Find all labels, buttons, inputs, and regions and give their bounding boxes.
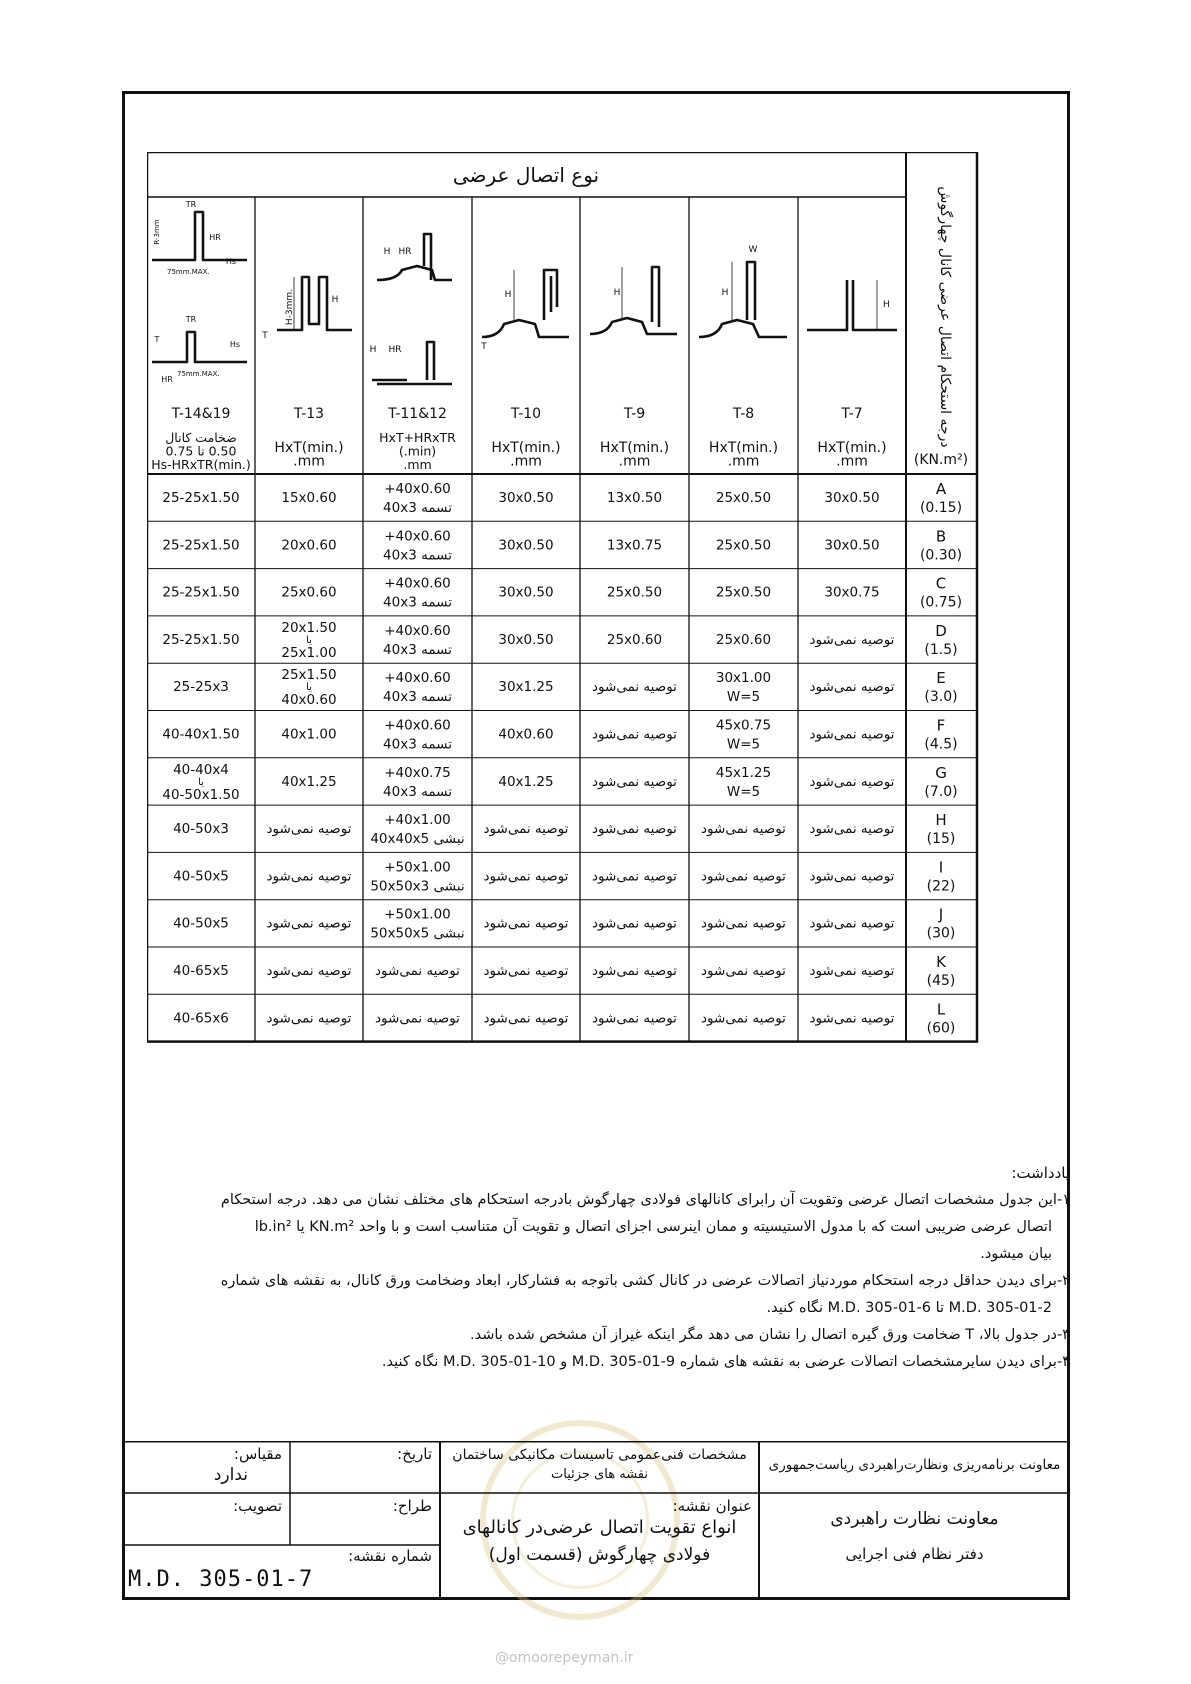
- sketch-label-hr: HR: [398, 247, 412, 257]
- sketch-t11-a: [377, 234, 452, 280]
- notes-section: [150, 1160, 1070, 1376]
- table-cell: 25x0.60: [606, 631, 663, 648]
- table-cell: 25-25x1.50: [162, 584, 240, 601]
- joint-table: [147, 152, 1047, 1132]
- note-line: ۱-این جدول مشخصات اتصال عرضی وتقویت آن رابرای کانالهای فولادی چهارگوش بادرجه استحکام های مختلف نشان می دهد. درجه استحکام: [220, 1192, 1070, 1208]
- table-cell: 40x0.60+: [384, 528, 451, 545]
- scale-value: ندارد: [213, 1465, 248, 1485]
- column-name-t-10: T-10: [510, 406, 542, 422]
- table-cell: 40-40x4: [173, 761, 229, 778]
- grade-letter: K: [936, 953, 946, 971]
- approval-label: تصویب:: [233, 1497, 282, 1515]
- table-cell: توصیه نمی‌شود: [266, 915, 352, 932]
- table-cell: 25x0.50: [715, 584, 772, 601]
- note-line: ۳-در جدول بالا، T ضخامت ورق گیره اتصال را نشان می دهد مگر اینکه غیراز آن مشخص شده باشد.: [470, 1327, 1070, 1343]
- sketch-label-w: W: [748, 245, 758, 255]
- column-name-t-14-19: T-14&19: [171, 406, 231, 422]
- column-header-text: HxT+HRxTR: [379, 430, 456, 445]
- sketch-t14-a: [152, 212, 247, 260]
- table-cell: 50x1.00+: [384, 859, 451, 876]
- table-cell: توصیه نمی‌شود: [266, 963, 352, 979]
- sketch-t9: [590, 267, 677, 334]
- column-header-text: HxT(min.): [274, 440, 344, 456]
- sketch-t10: [482, 270, 569, 337]
- org-line-1: معاونت برنامه‌ریزی ونظارت‌راهبردی ریاست‌جمهوری: [768, 1457, 1061, 1473]
- table-cell: 30x1.00: [715, 670, 772, 687]
- table-cell: توصیه نمی‌شود: [701, 963, 786, 979]
- sketch-label-h: H: [721, 288, 729, 298]
- sketch-label-tr: TR: [185, 315, 197, 324]
- grade-letter: G: [935, 763, 947, 782]
- table-cell: 40x1.25: [498, 773, 554, 790]
- table-cell: نبشی 40x40x5: [370, 831, 465, 848]
- table-cell: 40x0.60+: [384, 717, 451, 734]
- table-cell: یا: [306, 682, 312, 694]
- org-line-2: معاونت نظارت راهبردی: [830, 1509, 999, 1529]
- table-cell: توصیه نمی‌شود: [592, 868, 677, 885]
- table-cell: 15x0.60: [281, 490, 337, 506]
- table-cell: تسمه 40x3: [383, 500, 452, 516]
- table-cell: 40-65x5: [173, 963, 229, 979]
- grade-letter: C: [935, 574, 947, 593]
- designer-label: طراح:: [392, 1497, 432, 1515]
- sketch-label-tr: TR: [185, 200, 197, 209]
- table-cell: توصیه نمی‌شود: [483, 868, 569, 885]
- date-label: تاریخ:: [397, 1445, 432, 1463]
- sketch-label-h: H: [613, 288, 621, 298]
- table-cell: 25-25x3: [173, 679, 229, 696]
- watermark-text: @omoorepeyman.ir: [495, 1650, 634, 1666]
- table-cell: توصیه نمی‌شود: [701, 821, 786, 838]
- sketch-label-h: H: [883, 300, 890, 310]
- table-cell: توصیه نمی‌شود: [592, 679, 677, 696]
- table-cell: توصیه نمی‌شود: [266, 1010, 352, 1027]
- table-cell: تسمه 40x3: [383, 783, 452, 800]
- table-cell: 25x0.50: [715, 490, 772, 506]
- table-cell: 20x0.60: [281, 537, 337, 554]
- grade-value: (0.30): [919, 547, 963, 564]
- table-cell: 40-50x5: [173, 915, 229, 932]
- table-cell: توصیه نمی‌شود: [375, 1010, 460, 1027]
- note-line: M.D. 305-01-2 تا M.D. 305-01-6 نگاه کنید.: [766, 1300, 1052, 1316]
- table-cell: تسمه 40x3: [383, 736, 452, 753]
- table-cell: توصیه نمی‌شود: [592, 773, 677, 790]
- table-cell: توصیه نمی‌شود: [483, 821, 569, 838]
- table-cell: 20x1.50: [281, 619, 337, 636]
- table-cell: 13x0.50: [606, 490, 663, 506]
- grade-letter: L: [936, 1000, 946, 1019]
- grade-value: (0.75): [919, 594, 963, 611]
- scale-label: مقیاس:: [233, 1445, 282, 1463]
- sketch-label-hs: Hs: [225, 257, 237, 266]
- column-name-t-13: T-13: [293, 406, 325, 422]
- table-cell: 25x0.60: [715, 631, 772, 648]
- table-cell: 45x0.75: [715, 717, 772, 734]
- note-line: ۴-برای دیدن سایرمشخصات اتصالات عرضی به نقشه های شماره M.D. 305-01-9 و M.D. 305-01-10 نگاه کنید.: [381, 1354, 1070, 1370]
- sketch-label-h: H: [504, 290, 512, 300]
- column-header-text: (min.): [398, 443, 437, 459]
- grade-letter: B: [935, 527, 947, 546]
- grade-letter: F: [936, 716, 946, 735]
- table-cell: توصیه نمی‌شود: [483, 963, 569, 979]
- column-header-text: mm.: [403, 457, 432, 472]
- table-cell: 40x0.60+: [384, 575, 451, 592]
- column-name-t-7: T-7: [841, 406, 863, 422]
- grade-letter: D: [935, 621, 947, 640]
- sketch-label-t: T: [262, 331, 268, 341]
- table-cell: 40-50x5: [173, 868, 229, 885]
- table-cell: 30x0.50: [498, 490, 554, 506]
- rating-header: درجه استحکام اتصال عرضی کانال چهارگوش: [937, 186, 953, 448]
- grade-value: (3.0): [924, 689, 958, 706]
- table-cell: 25x0.50: [715, 537, 772, 554]
- table-cell: 30x1.25: [498, 679, 554, 696]
- sketch-label-max75: 75mm.MAX.: [177, 370, 220, 378]
- note-line: بیان میشود.: [980, 1246, 1052, 1262]
- table-cell: نبشی 50x50x3: [370, 878, 465, 895]
- table-cell: توصیه نمی‌شود: [266, 868, 352, 885]
- table-cell: 40x0.60+: [384, 622, 451, 639]
- title-block: [122, 1441, 1070, 1600]
- table-cell: توصیه نمی‌شود: [809, 631, 895, 648]
- table-cell: 30x0.50: [498, 631, 554, 648]
- table-cell: W=5: [726, 783, 761, 800]
- table-cell: توصیه نمی‌شود: [809, 868, 895, 885]
- drawing-title-line-1: انواع تقویت اتصال عرضی‌در کانالهای: [462, 1517, 737, 1538]
- table-cell: 25-25x1.50: [162, 537, 240, 554]
- drawing-title-line-2: فولادی چهارگوش (قسمت اول): [488, 1545, 711, 1565]
- sketch-label-hr: HR: [161, 375, 173, 384]
- grade-letter: A: [935, 480, 947, 498]
- table-cell: تسمه 40x3: [383, 547, 452, 564]
- table-title: نوع اتصال عرضی: [452, 163, 600, 187]
- grade-value: (22): [926, 878, 956, 895]
- table-cell: 40x0.60+: [384, 670, 451, 687]
- sketch-label-t: T: [481, 342, 487, 352]
- column-header-text: HxT(min.): [599, 440, 670, 456]
- column-header-text: mm.: [618, 453, 651, 470]
- table-cell: 13x0.75: [606, 537, 663, 554]
- sketch-label-hr: HR: [209, 233, 221, 242]
- column-header-text: mm.: [836, 453, 868, 470]
- column-name-t-11-12: T-11&12: [388, 406, 447, 422]
- table-cell: 25-25x1.50: [162, 490, 240, 506]
- grade-value: (45): [926, 973, 956, 989]
- table-cell: توصیه نمی‌شود: [809, 773, 895, 790]
- table-cell: 25x1.50: [281, 667, 337, 684]
- table-cell: 40x1.25: [281, 773, 337, 790]
- table-cell: 40-65x6: [173, 1010, 229, 1027]
- grade-letter: I: [938, 858, 944, 877]
- sketch-label-t: T: [154, 335, 160, 344]
- table-cell: توصیه نمی‌شود: [701, 1010, 786, 1027]
- table-cell: 40-50x3: [173, 821, 229, 838]
- table-cell: توصیه نمی‌شود: [809, 963, 895, 979]
- table-cell: W=5: [726, 736, 761, 753]
- sketch-t11-b: [369, 342, 452, 384]
- column-header-text: HxT(min.): [708, 440, 779, 456]
- table-cell: یا: [306, 634, 312, 646]
- org-line-3: دفتر نظام فنی اجرایی: [845, 1545, 984, 1563]
- grade-value: (15): [926, 831, 956, 848]
- rating-unit: (KN.m²): [913, 452, 969, 468]
- table-cell: 45x1.25: [715, 764, 772, 781]
- sketch-label-h: H: [383, 247, 391, 257]
- grade-letter: H: [935, 811, 947, 830]
- table-cell: توصیه نمی‌شود: [483, 1010, 569, 1027]
- drawing-number: M.D. 305-01-7: [128, 1567, 314, 1592]
- sketch-label-h3mm: H-3mm.: [285, 288, 295, 326]
- table-cell: 40x0.60: [281, 692, 337, 709]
- sketch-label-h: H: [369, 345, 377, 355]
- column-name-t-9: T-9: [623, 406, 646, 422]
- sketch-label-h: H: [331, 295, 339, 305]
- grade-letter: J: [938, 905, 944, 924]
- table-cell: توصیه نمی‌شود: [592, 1010, 677, 1027]
- table-cell: W=5: [726, 689, 761, 706]
- table-cell: 25x1.00: [281, 644, 337, 661]
- spec-subtitle: نقشه های جزئیات: [551, 1467, 648, 1482]
- grade-letter: E: [936, 669, 946, 688]
- sketch-t8: [699, 262, 787, 337]
- table-cell: 30x0.50: [498, 584, 554, 601]
- table-cell: 30x0.50: [498, 537, 554, 554]
- sketch-label-hr: HR: [388, 345, 402, 355]
- table-cell: تسمه 40x3: [383, 641, 452, 658]
- table-cell: تسمه 40x3: [383, 594, 452, 611]
- column-name-t-8: T-8: [732, 406, 755, 422]
- table-cell: 40x0.75+: [384, 764, 451, 781]
- table-cell: 50x1.00+: [384, 906, 451, 923]
- table-cell: توصیه نمی‌شود: [809, 821, 895, 838]
- grade-value: (30): [926, 925, 956, 942]
- note-line: اتصال عرضی ضریبی است که با مدول الاستیسیته و ممان اینرسی اجزای اتصال و تقویت آن متناسب است و با واحد KN.m² یا lb.in²: [254, 1219, 1052, 1235]
- table-cell: 40x1.00+: [384, 812, 451, 829]
- table-cell: توصیه نمی‌شود: [592, 821, 677, 838]
- sketch-label-hs: Hs: [229, 340, 241, 349]
- sketch-label-r3: R-3mm: [153, 219, 161, 245]
- grade-value: (1.5): [924, 641, 958, 658]
- grade-value: (4.5): [924, 736, 958, 753]
- table-cell: توصیه نمی‌شود: [809, 915, 895, 932]
- grade-value: (0.15): [919, 500, 963, 516]
- table-cell: یا: [198, 776, 204, 788]
- table-cell: توصیه نمی‌شود: [809, 726, 895, 743]
- table-cell: توصیه نمی‌شود: [701, 915, 786, 932]
- column-header-text: HxT(min.): [491, 440, 561, 456]
- table-cell: توصیه نمی‌شود: [266, 821, 352, 838]
- table-cell: 30x0.75: [824, 584, 880, 601]
- table-cell: 30x0.50: [824, 537, 880, 554]
- column-header-text: mm.: [510, 453, 542, 470]
- table-cell: 40-50x1.50: [162, 786, 240, 803]
- table-cell: توصیه نمی‌شود: [483, 915, 569, 932]
- table-cell: 25x0.60: [281, 584, 337, 601]
- table-cell: 30x0.50: [824, 490, 880, 506]
- drawing-title-label: عنوان نقشه:: [672, 1497, 752, 1515]
- table-cell: توصیه نمی‌شود: [375, 963, 460, 979]
- table-cell: 40x0.60: [498, 726, 554, 743]
- column-header-text: Hs-HRxTR(min.): [151, 457, 251, 472]
- grade-value: (7.0): [924, 783, 958, 800]
- table-cell: توصیه نمی‌شود: [809, 679, 895, 696]
- table-cell: توصیه نمی‌شود: [701, 868, 786, 885]
- table-cell: 40-40x1.50: [162, 726, 240, 743]
- table-cell: توصیه نمی‌شود: [809, 1010, 895, 1027]
- table-cell: تسمه 40x3: [383, 689, 452, 706]
- column-header-text: HxT(min.): [817, 440, 887, 456]
- column-header-text: ضخامت کانال: [165, 430, 237, 445]
- grade-value: (60): [926, 1020, 956, 1037]
- table-cell: 25x0.50: [606, 584, 663, 601]
- column-header-text: 0.50 تا 0.75: [165, 443, 237, 459]
- note-line: ۲-برای دیدن حداقل درجه استحکام موردنیاز اتصالات عرضی در کانال کشی باتوجه به فشارکار، ابعاد وضخامت ورق کانال، به نقشه های شماره: [220, 1273, 1070, 1289]
- notes-heading: یادداشت:: [1011, 1164, 1070, 1182]
- table-cell: 25-25x1.50: [162, 631, 240, 648]
- table-cell: 40x1.00: [281, 726, 337, 743]
- sketch-label-max75: 75mm.MAX.: [167, 268, 210, 276]
- spec-title: مشخصات فنی‌عمومی تاسیسات مکانیکی ساختمان: [452, 1447, 747, 1463]
- table-cell: توصیه نمی‌شود: [592, 915, 677, 932]
- column-header-text: mm.: [727, 453, 760, 470]
- table-cell: توصیه نمی‌شود: [592, 726, 677, 743]
- table-cell: توصیه نمی‌شود: [592, 963, 677, 979]
- column-header-text: mm.: [293, 453, 325, 470]
- table-cell: 40x0.60+: [384, 481, 451, 497]
- drawing-number-label: شماره نقشه:: [348, 1547, 432, 1565]
- table-cell: نبشی 50x50x5: [370, 925, 465, 942]
